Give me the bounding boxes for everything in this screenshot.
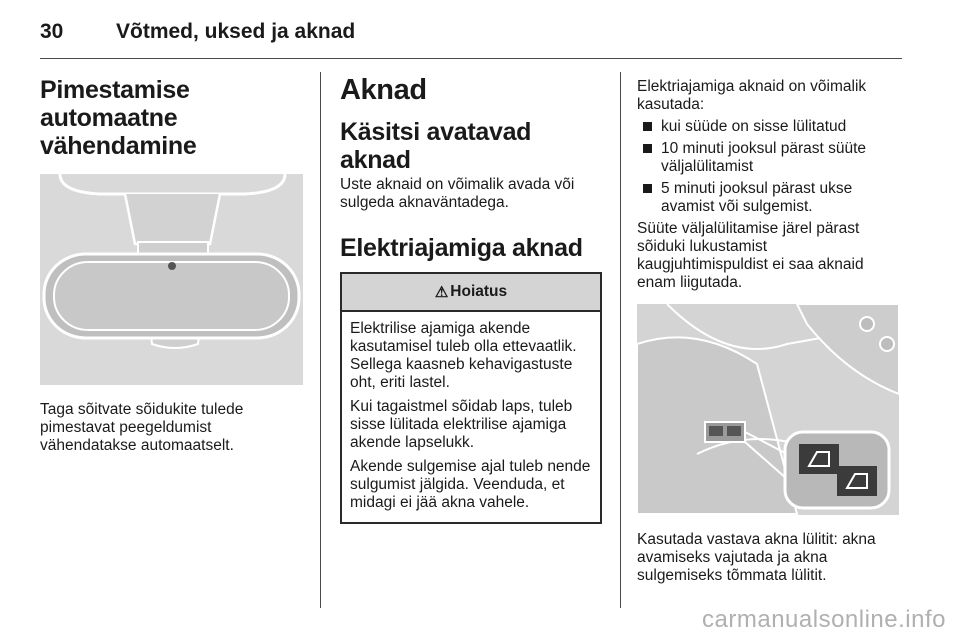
bullet-icon <box>643 122 652 131</box>
warning-paragraph: Akende sulgemise ajal tuleb nende sulgumist jälgida. Veenduda, et midagi ei jää akna vahele. <box>350 458 591 511</box>
bullet-icon <box>643 184 652 193</box>
list-item: 5 minuti jooksul pärast ukse avamist või sulgemist. <box>637 180 902 216</box>
section-title: Aknad <box>340 74 427 106</box>
header-divider <box>40 58 902 59</box>
column-divider-2 <box>620 72 621 608</box>
right-column <box>637 72 902 585</box>
page-header <box>40 14 355 50</box>
switch-caption: Kasutada vastava akna lülitit: akna avamiseks vajutada ja akna sulgemiseks tõmmata lülitit. <box>637 531 876 584</box>
warning-paragraph: Elektrilise ajamiga akende kasutamisel tuleb olla ettevaatlik. Sellega kaasneb kehavigastuste oht, eriti lastel. <box>350 320 577 391</box>
electric-windows-heading: Elektriajamiga aknad <box>340 234 583 262</box>
rearview-mirror-illustration <box>40 174 303 385</box>
watermark: carmanualsonline.info <box>702 606 946 633</box>
list-item: 10 minuti jooksul pärast süüte väljalülitamist <box>637 140 902 176</box>
left-column <box>40 72 305 455</box>
page-number: 30 <box>40 20 64 43</box>
bullet-icon <box>643 144 652 153</box>
window-switch-illustration <box>637 304 899 515</box>
conditions-list <box>637 118 902 216</box>
warning-title: Hoiatus <box>450 283 508 300</box>
manual-windows-text: Uste aknaid on võimalik avada või sulgeda aknaväntadega. <box>340 176 575 211</box>
chapter-title: Võtmed, uksed ja aknad <box>116 20 356 43</box>
warning-header <box>342 274 600 312</box>
mirror-heading: Pimestamise automaatne vähendamine <box>40 76 197 160</box>
mirror-caption: Taga sõitvate sõidukite tulede pimestavat peegeldumist vähendatakse automaatselt. <box>40 401 244 454</box>
manual-windows-heading: Käsitsi avatavad aknad <box>340 118 532 174</box>
middle-column <box>340 72 602 524</box>
lock-note: Süüte väljalülitamise järel pärast sõiduki lukustamist kaugjuhtimispuldist ei saa aknaid enam liigutada. <box>637 220 864 291</box>
warning-box <box>340 272 602 524</box>
list-item: kui süüde on sisse lülitatud <box>637 118 902 136</box>
electric-intro: Elektriajamiga aknaid on võimalik kasutada: <box>637 78 867 113</box>
warning-body <box>342 312 600 522</box>
warning-triangle-icon: ⚠ <box>434 284 449 301</box>
column-divider-1 <box>320 72 321 608</box>
warning-paragraph: Kui tagaistmel sõidab laps, tuleb sisse lülitada elektrilise ajamiga akende lapselukk. <box>350 398 573 451</box>
